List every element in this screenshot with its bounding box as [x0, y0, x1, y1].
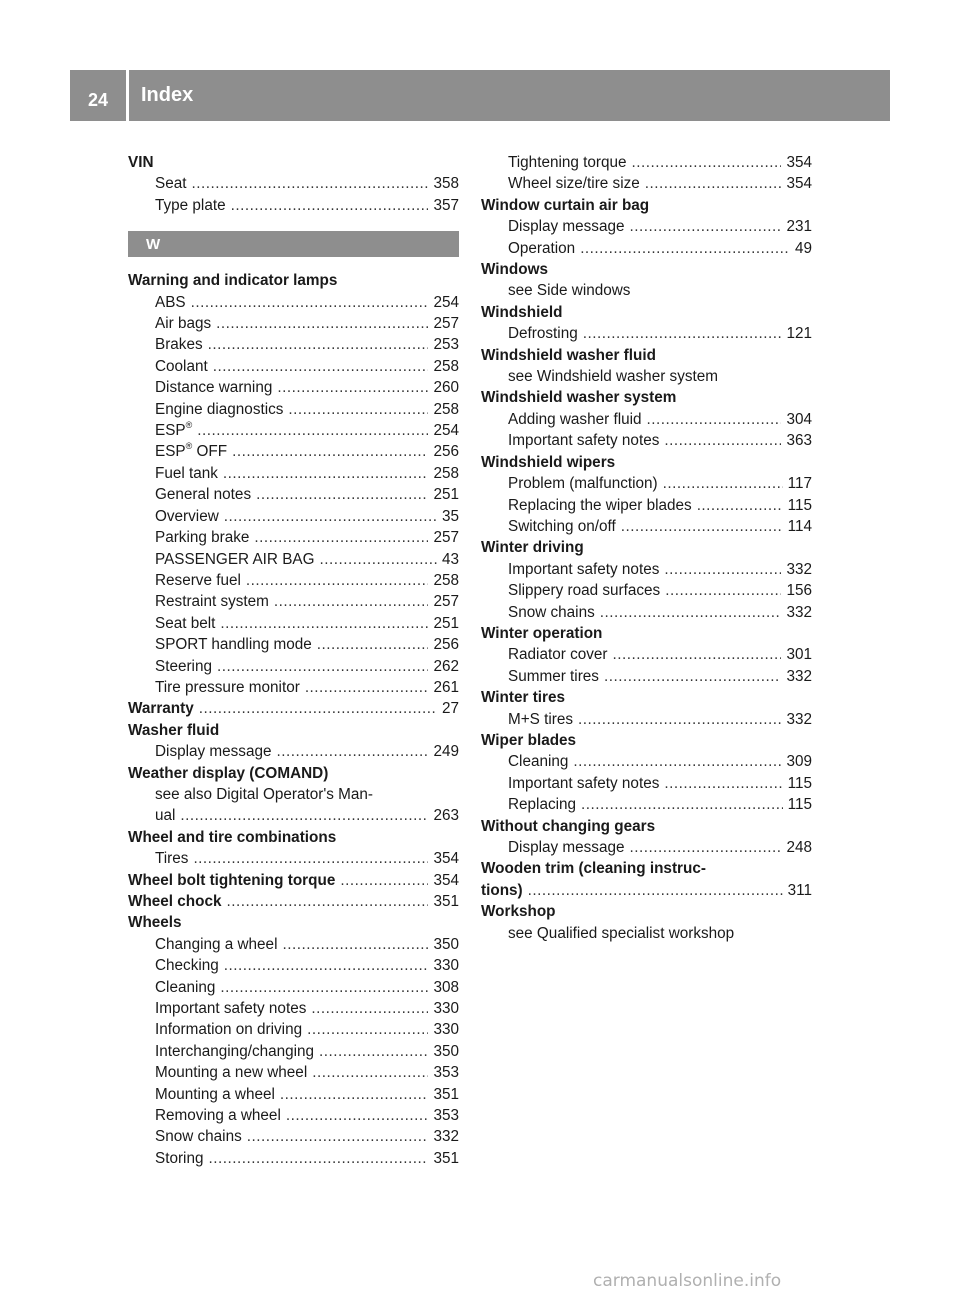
- index-entry: Engine diagnostics ..... 258: [128, 399, 459, 420]
- index-entry: Fuel tank ..... 258: [128, 463, 459, 484]
- index-entry: Brakes ..... 253: [128, 334, 459, 355]
- index-heading-windshield: Windshield: [481, 303, 563, 321]
- index-entry: Tire pressure monitor ..... 261: [128, 677, 459, 698]
- index-entry: Information on driving ..... 330: [128, 1019, 459, 1040]
- index-entry: Important safety notes ..... 115: [481, 773, 812, 794]
- index-entry: Removing a wheel ..... 353: [128, 1105, 459, 1126]
- index-entry: ESP® ..... 254: [128, 420, 459, 441]
- index-entry: SPORT handling mode ..... 256: [128, 634, 459, 655]
- index-heading-warranty: Warranty ..... 27: [128, 698, 459, 719]
- index-entry: see also Digital Operator's Man-: [155, 785, 374, 803]
- index-entry: Air bags ..... 257: [128, 313, 459, 334]
- index-entry: PASSENGER AIR BAG ..... 43: [128, 549, 459, 570]
- index-entry: Summer tires ..... 332: [481, 666, 812, 687]
- index-heading-winter-operation: Winter operation: [481, 624, 603, 642]
- index-see-reference: see Qualified specialist workshop: [508, 924, 735, 942]
- index-heading-wheels: Wheels: [128, 914, 182, 932]
- index-entry: Wheel size/tire size ..... 354: [481, 173, 812, 194]
- index-heading-workshop: Workshop: [481, 903, 556, 921]
- index-see-reference: see Windshield washer system: [508, 368, 718, 386]
- page-number: 24: [87, 90, 109, 110]
- index-heading-wheel-tire-combinations: Wheel and tire combinations: [128, 828, 337, 846]
- index-entry: Adding washer fluid ..... 304: [481, 409, 812, 430]
- index-heading-weather-display: Weather display (COMAND): [128, 764, 329, 782]
- index-entry: Important safety notes ..... 330: [128, 998, 459, 1019]
- page-title: Index: [141, 84, 194, 106]
- index-column-right: [481, 152, 812, 944]
- index-entry: Tightening torque ..... 354: [481, 152, 812, 173]
- index-entry: ESP® OFF ..... 256: [128, 441, 459, 462]
- index-heading-winter-tires: Winter tires: [481, 689, 566, 707]
- index-entry: Checking ..... 330: [128, 955, 459, 976]
- section-letter-bar: W: [128, 231, 459, 257]
- index-entry: Parking brake ..... 257: [128, 527, 459, 548]
- index-entry: Slippery road surfaces ..... 156: [481, 580, 812, 601]
- index-heading-wheel-bolt: Wheel bolt tightening torque ..... 354: [128, 870, 459, 891]
- watermark: carmanualsonline.info: [593, 1271, 782, 1291]
- index-entry: Changing a wheel ..... 350: [128, 934, 459, 955]
- index-heading-winter-driving: Winter driving: [481, 539, 584, 557]
- index-entry: Tires ..... 354: [128, 848, 459, 869]
- index-entry: Display message ..... 248: [481, 837, 812, 858]
- index-entry: Restraint system ..... 257: [128, 591, 459, 612]
- index-entry: Defrosting ..... 121: [481, 323, 812, 344]
- index-heading-windshield-washer-system: Windshield washer system: [481, 389, 677, 407]
- index-entry: Radiator cover ..... 301: [481, 644, 812, 665]
- index-see-reference: see Side windows: [508, 282, 631, 300]
- index-heading-wheel-chock: Wheel chock ..... 351: [128, 891, 459, 912]
- index-entry: Reserve fuel ..... 258: [128, 570, 459, 591]
- index-entry: Display message ..... 249: [128, 741, 459, 762]
- index-heading-wooden-trim-cont: tions) ..... 311: [481, 880, 812, 901]
- index-heading-vin: VIN: [128, 154, 154, 171]
- index-entry: Replacing the wiper blades ..... 115: [481, 495, 812, 516]
- index-entry: ual ..... 263: [128, 805, 459, 826]
- index-heading-window-curtain: Window curtain air bag: [481, 196, 650, 214]
- index-entry: Switching on/off ..... 114: [481, 516, 812, 537]
- index-entry: Overview ..... 35: [128, 506, 459, 527]
- index-entry: ABS ..... 254: [128, 292, 459, 313]
- index-entry: Cleaning ..... 308: [128, 977, 459, 998]
- index-entry: Operation ..... 49: [481, 238, 812, 259]
- index-entry: Steering ..... 262: [128, 656, 459, 677]
- index-heading-windows: Windows: [481, 261, 548, 279]
- index-entry: Snow chains ..... 332: [128, 1126, 459, 1147]
- index-heading-wiper-blades: Wiper blades: [481, 731, 577, 749]
- index-entry: General notes ..... 251: [128, 484, 459, 505]
- index-entry: Display message ..... 231: [481, 216, 812, 237]
- index-entry: M+S tires ..... 332: [481, 709, 812, 730]
- index-entry: Cleaning ..... 309: [481, 751, 812, 772]
- index-entry: Interchanging/changing ..... 350: [128, 1041, 459, 1062]
- index-column-left: [128, 152, 459, 1169]
- index-entry: Distance warning ..... 260: [128, 377, 459, 398]
- index-heading-washer-fluid: Washer fluid: [128, 721, 220, 739]
- index-entry: Important safety notes ..... 363: [481, 430, 812, 451]
- index-heading-without-changing-gears: Without changing gears: [481, 817, 656, 835]
- index-entry: Mounting a new wheel ..... 353: [128, 1062, 459, 1083]
- index-entry: Replacing ..... 115: [481, 794, 812, 815]
- index-entry: Important safety notes ..... 332: [481, 559, 812, 580]
- index-heading-windshield-wipers: Windshield wipers: [481, 453, 616, 471]
- index-entry: Snow chains ..... 332: [481, 602, 812, 623]
- index-entry: Mounting a wheel ..... 351: [128, 1084, 459, 1105]
- index-entry: Seat belt ..... 251: [128, 613, 459, 634]
- index-entry: Storing ..... 351: [128, 1148, 459, 1169]
- index-entry: Coolant ..... 258: [128, 356, 459, 377]
- index-heading-warning-lamps: Warning and indicator lamps: [128, 272, 338, 290]
- header-divider: [126, 70, 129, 121]
- index-heading-wooden-trim: Wooden trim (cleaning instruc-: [481, 860, 706, 878]
- index-entry: Seat ..... 358: [128, 173, 459, 194]
- index-heading-windshield-washer-fluid: Windshield washer fluid: [481, 346, 656, 364]
- index-entry: Type plate ..... 357: [128, 195, 459, 216]
- index-entry: Problem (malfunction) ..... 117: [481, 473, 812, 494]
